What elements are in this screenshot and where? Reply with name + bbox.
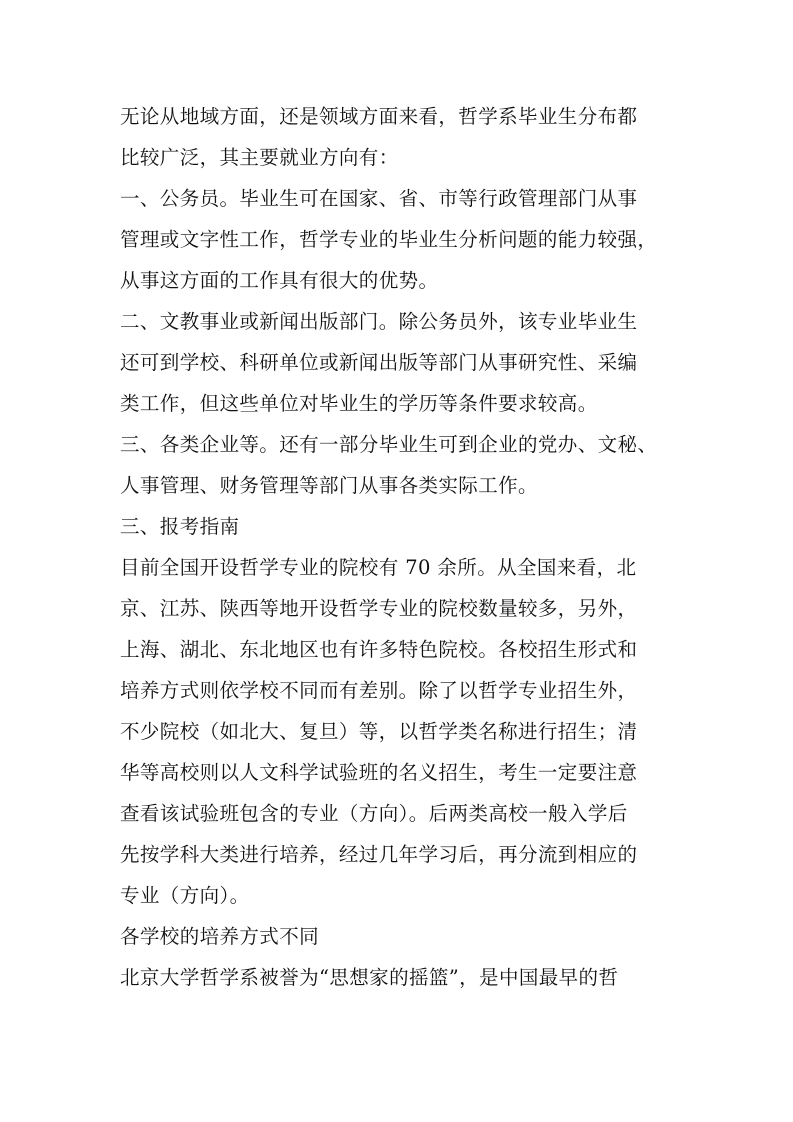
text-line: 一、公务员。毕业生可在国家、省、市等行政管理部门从事 <box>120 187 638 210</box>
text-line: 类工作，但这些单位对毕业生的学历等条件要求较高。 <box>120 392 598 415</box>
text-line: 专业（方向）。 <box>120 884 250 907</box>
text-line: 北京大学哲学系被誉为“思想家的摇篮”，是中国最早的哲 <box>120 966 619 989</box>
text-line: 二、文教事业或新闻出版部门。除公务员外，该专业毕业生 <box>120 310 638 333</box>
text-line: 先按学科大类进行培养，经过几年学习后，再分流到相应的 <box>120 843 638 866</box>
text-line: 查看该试验班包含的专业（方向）。后两类高校一般入学后 <box>120 802 628 825</box>
subheading: 各学校的培养方式不同 <box>120 925 320 948</box>
text-line: 京、江苏、陕西等地开设哲学专业的院校数量较多，另外， <box>120 597 638 620</box>
text-line: 从事这方面的工作具有很大的优势。 <box>120 269 439 292</box>
text-line: 上海、湖北、东北地区也有许多特色院校。各校招生形式和 <box>120 638 638 661</box>
text-line: 管理或文字性工作，哲学专业的毕业生分析问题的能力较强， <box>120 228 658 251</box>
text-line: 华等高校则以人文科学试验班的名义招生，考生一定要注意 <box>120 761 638 784</box>
document-body <box>120 96 680 998</box>
text-line: 目前全国开设哲学专业的院校有 70 余所。从全国来看，北 <box>120 556 637 579</box>
text-line: 培养方式则依学校不同而有差别。除了以哲学专业招生外， <box>120 679 638 702</box>
text-line: 三、各类企业等。还有一部分毕业生可到企业的党办、文秘、 <box>120 433 658 456</box>
text-line: 不少院校（如北大、复旦）等，以哲学类名称进行招生；清 <box>120 720 638 743</box>
text-line: 无论从地域方面，还是领域方面来看，哲学系毕业生分布都 <box>120 105 638 128</box>
text-line: 还可到学校、科研单位或新闻出版等部门从事研究性、采编 <box>120 351 638 374</box>
text-line: 人事管理、财务管理等部门从事各类实际工作。 <box>120 474 538 497</box>
section-heading: 三、报考指南 <box>120 515 240 538</box>
text-line: 比较广泛，其主要就业方向有： <box>120 146 399 169</box>
